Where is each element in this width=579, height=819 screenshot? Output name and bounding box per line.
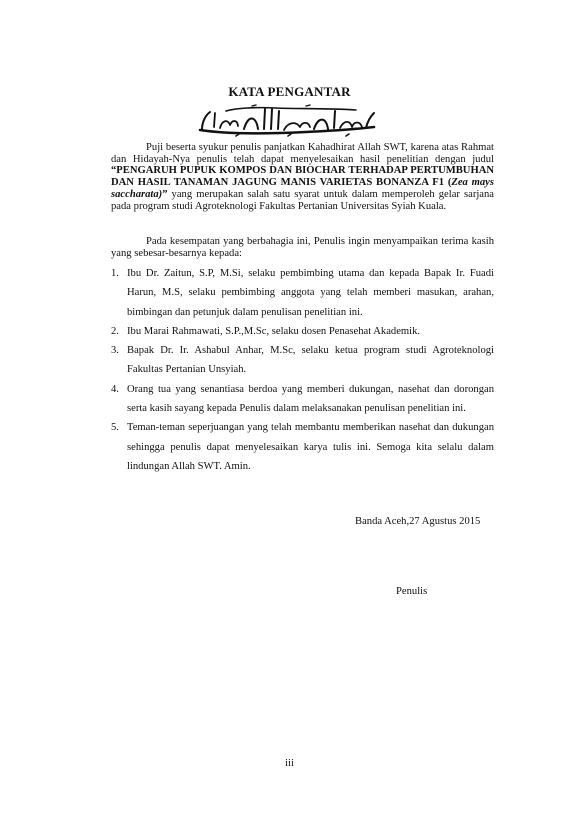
list-item	[111, 418, 494, 476]
list-text: Teman-teman seperjuangan yang telah membantu memberikan nasehat dan dukungan sehingga penulis dapat menyelesaikan karya tulis ini. Semoga kita selalu dalam lindungan Allah SWT. Amin.	[127, 422, 494, 472]
page-number: iii	[285, 758, 294, 769]
list-text: Orang tua yang senantiasa berdoa yang memberi dukungan, nasehat dan dorongan serta kasih sayang kepada Penulis dalam melaksanakan penulisan penelitian ini.	[127, 383, 494, 415]
intro-text-1: Puji beserta syukur penulis panjatkan Kahadhirat Allah SWT, karena atas Rahmat dan Hidayah-Nya penulis telah dapat menyelesaikan hasil penelitian dengan judul	[111, 142, 494, 165]
signer-name: Penulis	[396, 586, 428, 597]
thanks-paragraph: Pada kesempatan yang berbahagia ini, Penulis ingin menyampaikan terima kasih yang sebesar-besarnya kepada:	[111, 236, 494, 259]
species-name: Zea mays saccharata)	[111, 177, 494, 200]
page-title: KATA PENGANTAR	[228, 84, 351, 99]
list-item	[111, 322, 494, 341]
thesis-title-close: ”	[162, 188, 168, 200]
list-item	[111, 380, 494, 419]
list-text: Ibu Dr. Zaitun, S.P, M.Si, selaku pembimbing utama dan kepada Bapak Ir. Fuadi Harun, M.S, selaku pembimbing anggota yang telah memberi masukan, arahan, bimbingan dan petunjuk dalam penulisan penelitian ini.	[127, 268, 494, 318]
list-item	[111, 341, 494, 380]
list-item	[111, 264, 494, 322]
acknowledgement-list	[111, 264, 494, 476]
intro-text-2: yang merupakan salah satu syarat untuk dalam memperoleh gelar sarjana pada program studi Agroteknologi Fakultas Pertanian Universitas Syiah Kuala.	[111, 188, 494, 212]
intro-paragraph	[111, 142, 494, 212]
list-text: Ibu Marai Rahmawati, S.P.,M.Sc, selaku dosen Penasehat Akademik.	[127, 325, 421, 337]
list-number: 1.	[111, 268, 119, 279]
thesis-title-text: “PENGARUH PUPUK KOMPOS DAN BIOCHAR TERHADAP PERTUMBUHAN DAN HASIL TANAMAN JAGUNG MANIS VARIETAS BONANZA F1 (	[111, 165, 494, 189]
list-number: 3.	[111, 345, 119, 357]
list-number: 4.	[111, 383, 119, 395]
list-text: Bapak Dr. Ir. Ashabul Anhar, M.Sc, selaku ketua program studi Agroteknologi Fakultas Pertanian Unsyiah.	[127, 345, 494, 376]
place-date: Banda Aceh,27 Agustus 2015	[355, 516, 481, 527]
basmala-calligraphy-icon	[196, 103, 378, 139]
list-number: 2.	[111, 325, 119, 337]
list-number: 5.	[111, 422, 119, 434]
